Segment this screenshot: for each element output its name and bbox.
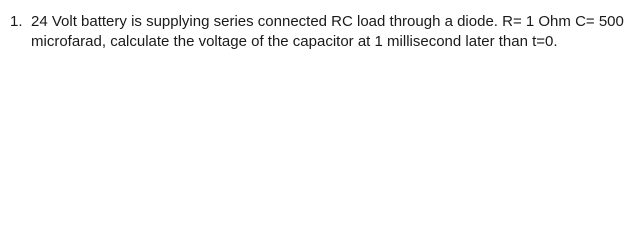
question-text-line-2: microfarad, calculate the voltage of the capacitor at 1 millisecond later than t=0. (31, 33, 558, 50)
question-text-line-1: 24 Volt battery is supplying series connected RC load through a diode. R= 1 Ohm C= 500 (31, 13, 624, 30)
question-text (31, 12, 624, 52)
question-number: 1. (10, 13, 23, 30)
question-item (0, 0, 624, 59)
